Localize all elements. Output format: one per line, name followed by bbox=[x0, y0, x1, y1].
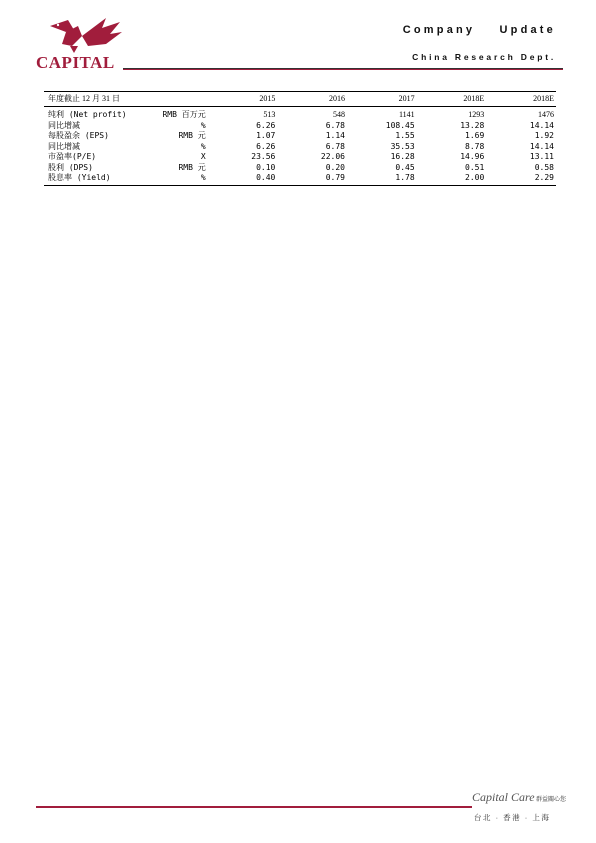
cell-value: 0.79 bbox=[275, 173, 345, 185]
cell-value: 0.51 bbox=[465, 162, 485, 172]
cell-value: 13.11 bbox=[529, 152, 554, 162]
cell-value: 1.78 bbox=[345, 173, 415, 185]
cell-value: 1476 bbox=[538, 110, 554, 120]
table-row bbox=[44, 152, 556, 163]
cell-value: 35.53 bbox=[390, 141, 415, 151]
header-divider-accent bbox=[123, 69, 563, 70]
cell-value: 2.00 bbox=[415, 173, 485, 185]
row-unit: % bbox=[200, 120, 206, 130]
cell-value: 1141 bbox=[398, 110, 415, 120]
header-cell-2018e-b: 2018E bbox=[484, 92, 556, 107]
cell-value: 6.26 bbox=[256, 141, 276, 151]
row-label: 市盈率(P/E) bbox=[48, 152, 97, 162]
cell-value: 14.14 bbox=[529, 120, 554, 130]
row-unit: RMB 元 bbox=[178, 162, 206, 172]
cell-value: 0.45 bbox=[395, 162, 415, 172]
header-cell-2015: 2015 bbox=[206, 92, 276, 107]
header-cell-2016: 2016 bbox=[275, 92, 345, 107]
cell-value: 1293 bbox=[468, 110, 485, 120]
cell-value: 14.96 bbox=[460, 152, 485, 162]
header-cell-year-end: 年度截止 12 月 31 日 bbox=[44, 92, 158, 107]
cell-value: 23.56 bbox=[251, 152, 276, 162]
report-type-title: Company Update bbox=[402, 24, 556, 36]
row-unit: X bbox=[200, 152, 206, 162]
row-label: 同比增减 bbox=[48, 141, 80, 151]
footer-divider bbox=[36, 806, 472, 808]
cell-value: 6.78 bbox=[325, 141, 345, 151]
cell-value: 6.26 bbox=[256, 120, 276, 130]
griffin-logo-icon bbox=[44, 16, 124, 54]
row-label: 纯利 (Net profit) bbox=[48, 110, 127, 120]
cell-value: 0.40 bbox=[206, 173, 276, 185]
table-row bbox=[44, 131, 556, 142]
header-cell-unit bbox=[158, 92, 206, 107]
footer-brand-logo: Capital Care bbox=[472, 790, 535, 804]
cell-value: 8.78 bbox=[465, 141, 485, 151]
financial-summary-table bbox=[44, 91, 556, 186]
table-row bbox=[44, 107, 556, 121]
cell-value: 513 bbox=[263, 110, 276, 120]
cell-value: 2.29 bbox=[484, 173, 556, 185]
cell-value: 1.07 bbox=[256, 131, 276, 141]
company-logo bbox=[36, 16, 131, 72]
cell-value: 1.69 bbox=[465, 131, 485, 141]
cell-value: 108.45 bbox=[385, 120, 415, 130]
table-row bbox=[44, 173, 556, 185]
row-label: 同比增减 bbox=[48, 120, 80, 130]
table-row bbox=[44, 163, 556, 174]
logo-wordmark: CAPITAL bbox=[36, 53, 115, 72]
cell-value: 13.28 bbox=[460, 120, 485, 130]
cell-value: 6.78 bbox=[325, 120, 345, 130]
row-unit: RMB 元 bbox=[178, 131, 206, 141]
footer-brand-slogan: 群益關心您 bbox=[536, 797, 567, 803]
table-row bbox=[44, 142, 556, 153]
cell-value: 548 bbox=[332, 110, 345, 120]
cell-value: 16.28 bbox=[390, 152, 415, 162]
row-unit: RMB 百万元 bbox=[162, 110, 206, 120]
cell-value: 1.55 bbox=[395, 131, 415, 141]
cell-value: 1.14 bbox=[325, 131, 345, 141]
row-unit: % bbox=[158, 173, 206, 185]
cell-value: 14.14 bbox=[529, 141, 554, 151]
row-label: 股利 (DPS) bbox=[48, 162, 93, 172]
cell-value: 0.10 bbox=[256, 162, 276, 172]
header-cell-2018e-a: 2018E bbox=[415, 92, 485, 107]
row-unit: % bbox=[200, 141, 206, 151]
cell-value: 0.20 bbox=[325, 162, 345, 172]
header-cell-2017: 2017 bbox=[345, 92, 415, 107]
cell-value: 1.92 bbox=[534, 131, 554, 141]
table-header-row bbox=[44, 92, 556, 107]
row-label: 股息率 (Yield) bbox=[44, 173, 158, 185]
row-label: 每股盈余 (EPS) bbox=[48, 131, 109, 141]
department-label: China Research Dept. bbox=[412, 52, 556, 62]
table-row bbox=[44, 121, 556, 132]
cell-value: 22.06 bbox=[320, 152, 345, 162]
footer-office-locations: 台北 · 香港 · 上海 bbox=[474, 813, 551, 822]
cell-value: 0.58 bbox=[534, 162, 554, 172]
